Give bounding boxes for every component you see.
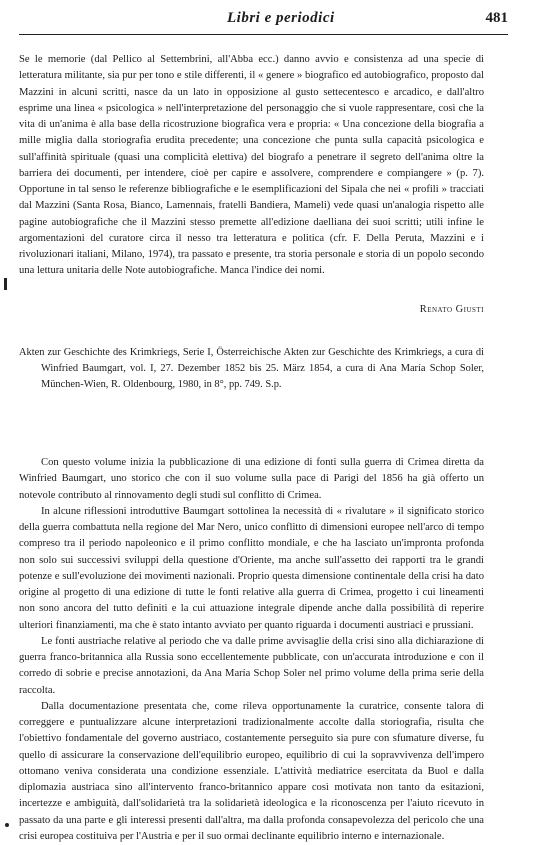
- body-paragraph-2: In alcune riflessioni introduttive Baumgart sottolinea la necessità di « rivalutare » il significato storico della guerra combattuta nella regione del Mar Nero, unico conflitto di dimensioni europee nell'arco di tempo compreso tra il periodo napoleonico e il primo conflitto mondiale, e che ha lasciato un'impronta profonda non solo sui successivi sviluppi della questione d'Oriente, ma anche sull'assetto dei rapporti tra le grandi potenze e sull'evoluzione dei movimenti nazionali. Proprio questa dimensione continentale della crisi ha dato origine al progetto di una edizione di tutte le fonti relative alla guerra di Crimea, progetto i cui lineamenti non sono ancora del tutto definiti e la cui attuazione integrale dipende anche dalla possibilità di reperire ulteriori finanziamenti, ma che è stato intanto avviato per quanto riguarda i documenti austriaci e prussiani.: [19, 505, 484, 631]
- review-body: [19, 455, 484, 845]
- margin-mark: [4, 278, 7, 290]
- body-paragraph-1: Con questo volume inizia la pubblicazione di una edizione di fonti sulla guerra di Crimea diretta da Winfried Baumgart, uno storico che con il suo volume sulla pace di Parigi del 1856 ha già offerto un notevole contributo al rinnovamento degli studi sul conflitto di Crimea.: [19, 457, 484, 501]
- review-author: Renato Giusti: [419, 304, 484, 315]
- margin-dot: [5, 823, 9, 827]
- review-paragraph: Se le memorie (dal Pellico al Settembrini, all'Abba ecc.) danno avvio e consistenza ad una specie di letteratura militante, sia pur per tono e stile differenti, il « genere » biografico ed autobiografico, proposto dal Mazzini in alcuni scritti, nasce da un lato in opposizione al gusto settecentesco e arcadico, e dall'altro esprime una linea « psicologica » nell'interpretazione del personaggio che si vuole rappresentare, così che la vita di un'anima è alla base della ricostruzione biografica vera e propria: « Una concezione della biografia a mille miglia dalla storiografia erudita precedente; una concezione che punta sulla capacità psicologica e sull'affinità spirituale (quasi una complicità elettiva) del biografo a penetrare il segreto dell'anima oltre la barriera dei documenti, per intendere, cioè per capire e assolvere, comprendere e compiangere » (p. 7). Opportune in tal senso le referenze bibliografiche e le esemplificazioni del Sipala che nei « profili » tracciati dal Mazzini (Santa Rosa, Bianco, Lamennais, fratelli Bandiera, Mameli) vede quasi un'analogia rispetto alle pagine autobiografiche che il Mazzini stesso premette all'edizione daelliana dei suoi scritti; utili infine le argomentazioni del curatore circa il nesso tra letteratura e politica (cfr. F. Della Peruta, Mazzini e i rivoluzionari italiani, Milano, 1974), tra passato e presente, tra storia personale e storia di un popolo secondo una lettura unitaria delle Note autobiografiche. Manca l'indice dei nomi.: [19, 54, 484, 277]
- body-paragraph-3: Le fonti austriache relative al periodo che va dalle prime avvisaglie della crisi sino alla dichiarazione di guerra franco-britannica alla Russia sono eccellentemente pubblicate, con un'accurata introduzione e con il corredo di sobrie e precise annotazioni, da Ana María Schop Soler nel primo volume della prima serie della raccolta.: [19, 635, 484, 696]
- running-header: [19, 4, 508, 35]
- bibliographic-reference: [19, 345, 484, 393]
- reference-entry: Akten zur Geschichte des Krimkriegs, Serie I, Österreichische Akten zur Geschichte des Krimkriegs, a cura di Winfried Baumgart, vol. I, 27. Dezember 1852 bis 25. März 1854, a cura di Ana María Schop Soler, München-Wien, R. Oldenbourg, 1980, in 8°, pp. 749. S.p.: [19, 347, 484, 390]
- body-paragraph-4: Dalla documentazione presentata che, come rileva opportunamente la curatrice, consente talora di correggere e puntualizzare alcune interpretazioni tradizionalmente accolte dalla storiografia, risulta che l'obiettivo fondamentale del governo austriaco, costantemente perseguito sia pure con sfumature diverse, fu quello di assicurare la conservazione dell'equilibrio europeo, equilibrio di cui la sopravvivenza dell'impero ottomano veniva considerata una condizione essenziale. L'attività mediatrice esercitata da Buol e dalla diplomazia austriaca sino all'intervento franco-britannico appare così motivata non tanto da esitazioni, incertezze e ambiguità, dall'solidarietà tra la solidarietà ideologica e la riconoscenza per l'aiuto ricevuto in passato da una parte e gli interessi presenti dall'altra, ma dalla profonda consapevolezza del pericolo che una crisi europea costituiva per l'Austria e per il suo ormai declinante equilibrio interno e internazionale.: [19, 700, 484, 842]
- page-number: 481: [485, 10, 508, 26]
- review-text-block: [19, 52, 484, 280]
- running-title: Libri e periodici: [227, 10, 335, 26]
